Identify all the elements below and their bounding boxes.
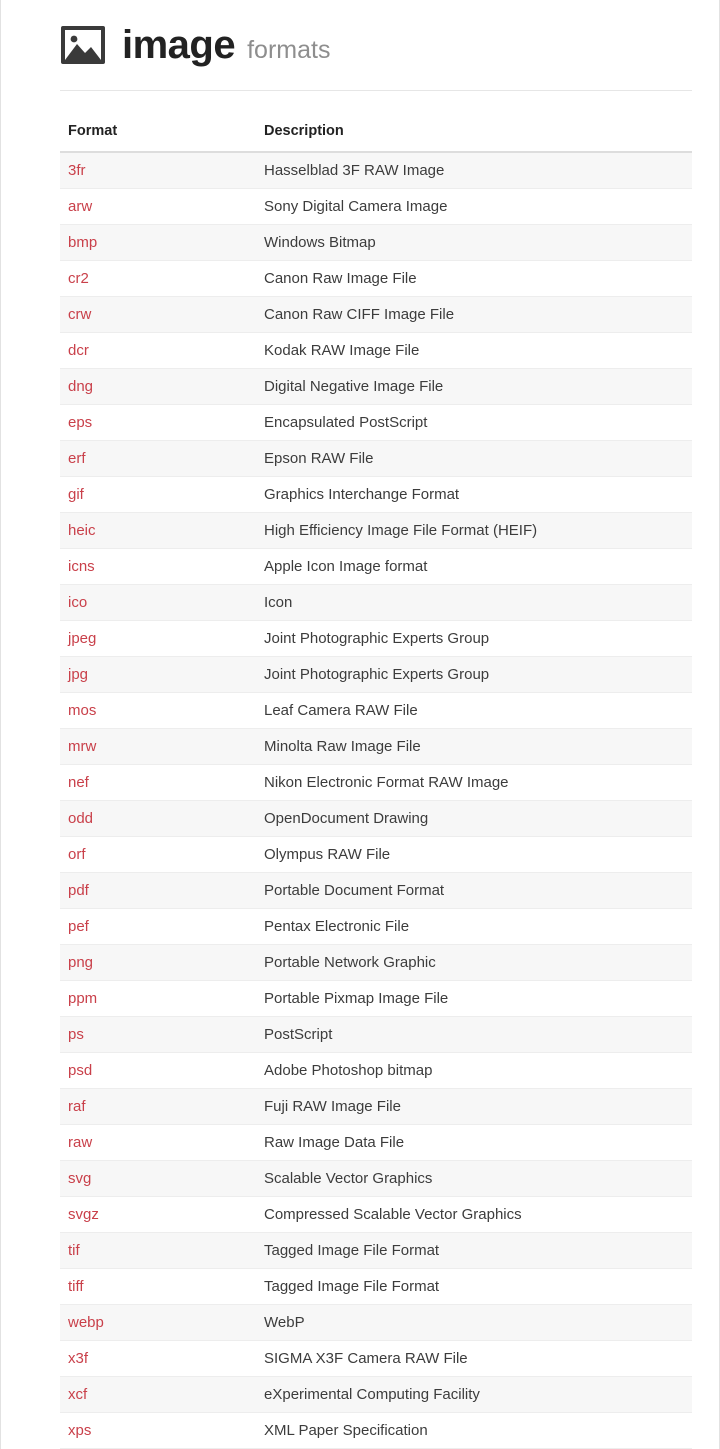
format-cell xyxy=(60,801,256,837)
format-link[interactable]: 3fr xyxy=(68,162,86,179)
format-link[interactable]: png xyxy=(68,954,94,971)
description-cell: Olympus RAW File xyxy=(256,837,692,873)
table-row xyxy=(60,729,692,765)
format-link[interactable]: raf xyxy=(68,1098,86,1115)
table-row xyxy=(60,152,692,189)
format-link[interactable]: xps xyxy=(68,1422,92,1439)
description-cell: Epson RAW File xyxy=(256,441,692,477)
format-link[interactable]: ico xyxy=(68,594,88,611)
page-title-main: image xyxy=(122,23,236,67)
table-row xyxy=(60,549,692,585)
format-link[interactable]: svg xyxy=(68,1170,92,1187)
format-link[interactable]: pdf xyxy=(68,882,89,899)
formats-table-head xyxy=(60,113,692,152)
description-cell: Graphics Interchange Format xyxy=(256,477,692,513)
table-row xyxy=(60,477,692,513)
format-cell xyxy=(60,333,256,369)
description-cell: Compressed Scalable Vector Graphics xyxy=(256,1197,692,1233)
description-cell: Windows Bitmap xyxy=(256,225,692,261)
format-cell xyxy=(60,1341,256,1377)
format-cell xyxy=(60,369,256,405)
format-cell xyxy=(60,909,256,945)
table-row xyxy=(60,225,692,261)
table-row xyxy=(60,1269,692,1305)
table-row xyxy=(60,369,692,405)
description-cell: Encapsulated PostScript xyxy=(256,405,692,441)
format-cell xyxy=(60,549,256,585)
format-link[interactable]: tiff xyxy=(68,1278,84,1295)
format-link[interactable]: mrw xyxy=(68,738,97,755)
description-cell: Scalable Vector Graphics xyxy=(256,1161,692,1197)
format-link[interactable]: nef xyxy=(68,774,89,791)
page-edge-left xyxy=(0,0,1,1449)
format-cell xyxy=(60,765,256,801)
format-link[interactable]: mos xyxy=(68,702,97,719)
table-row xyxy=(60,1341,692,1377)
table-row xyxy=(60,1197,692,1233)
format-cell xyxy=(60,441,256,477)
description-cell: Icon xyxy=(256,585,692,621)
table-row xyxy=(60,513,692,549)
format-link[interactable]: heic xyxy=(68,522,96,539)
table-row xyxy=(60,1233,692,1269)
format-cell xyxy=(60,657,256,693)
format-cell xyxy=(60,513,256,549)
format-cell xyxy=(60,585,256,621)
format-link[interactable]: psd xyxy=(68,1062,93,1079)
column-header-format: Format xyxy=(60,113,256,152)
description-cell: Kodak RAW Image File xyxy=(256,333,692,369)
format-link[interactable]: erf xyxy=(68,450,86,467)
format-cell xyxy=(60,1233,256,1269)
description-cell: Apple Icon Image format xyxy=(256,549,692,585)
format-cell xyxy=(60,945,256,981)
description-cell: Portable Pixmap Image File xyxy=(256,981,692,1017)
description-cell: High Efficiency Image File Format (HEIF) xyxy=(256,513,692,549)
format-link[interactable]: ppm xyxy=(68,990,98,1007)
table-row xyxy=(60,981,692,1017)
description-cell: Hasselblad 3F RAW Image xyxy=(256,152,692,189)
page-title xyxy=(122,25,330,65)
table-row xyxy=(60,441,692,477)
format-link[interactable]: x3f xyxy=(68,1350,89,1367)
format-cell xyxy=(60,405,256,441)
table-row xyxy=(60,837,692,873)
table-row xyxy=(60,1377,692,1413)
description-cell: Leaf Camera RAW File xyxy=(256,693,692,729)
format-link[interactable]: tif xyxy=(68,1242,80,1259)
column-header-description: Description xyxy=(256,113,692,152)
format-link[interactable]: arw xyxy=(68,198,93,215)
description-cell: Joint Photographic Experts Group xyxy=(256,657,692,693)
format-cell xyxy=(60,981,256,1017)
format-cell xyxy=(60,1413,256,1449)
description-cell: Tagged Image File Format xyxy=(256,1269,692,1305)
description-cell: XML Paper Specification xyxy=(256,1413,692,1449)
description-cell: Adobe Photoshop bitmap xyxy=(256,1053,692,1089)
format-link[interactable]: icns xyxy=(68,558,95,575)
table-row xyxy=(60,909,692,945)
table-row xyxy=(60,1017,692,1053)
description-cell: Canon Raw Image File xyxy=(256,261,692,297)
format-cell xyxy=(60,1305,256,1341)
table-row xyxy=(60,585,692,621)
format-cell xyxy=(60,1377,256,1413)
table-row xyxy=(60,621,692,657)
format-cell xyxy=(60,873,256,909)
page-header xyxy=(60,0,692,90)
format-link[interactable]: bmp xyxy=(68,234,98,251)
table-row xyxy=(60,1125,692,1161)
format-link[interactable]: ps xyxy=(68,1026,84,1043)
description-cell: Raw Image Data File xyxy=(256,1125,692,1161)
header-divider xyxy=(60,90,692,91)
format-link[interactable]: xcf xyxy=(68,1386,88,1403)
table-row xyxy=(60,693,692,729)
format-link[interactable]: pef xyxy=(68,918,89,935)
format-link[interactable]: jpeg xyxy=(68,630,97,647)
table-row xyxy=(60,405,692,441)
format-cell xyxy=(60,189,256,225)
format-cell xyxy=(60,1197,256,1233)
format-link[interactable]: dcr xyxy=(68,342,89,359)
table-row xyxy=(60,873,692,909)
description-cell: OpenDocument Drawing xyxy=(256,801,692,837)
table-row xyxy=(60,261,692,297)
table-row xyxy=(60,297,692,333)
format-link[interactable]: jpg xyxy=(68,666,89,683)
format-cell xyxy=(60,477,256,513)
description-cell: PostScript xyxy=(256,1017,692,1053)
page-title-sub: formats xyxy=(247,36,331,64)
table-row xyxy=(60,1053,692,1089)
description-cell: Portable Network Graphic xyxy=(256,945,692,981)
table-row xyxy=(60,333,692,369)
table-row xyxy=(60,1089,692,1125)
format-link[interactable]: eps xyxy=(68,414,93,431)
format-link[interactable]: gif xyxy=(68,486,84,503)
table-row xyxy=(60,1413,692,1449)
description-cell: SIGMA X3F Camera RAW File xyxy=(256,1341,692,1377)
format-link[interactable]: orf xyxy=(68,846,86,863)
description-cell: Digital Negative Image File xyxy=(256,369,692,405)
format-link[interactable]: webp xyxy=(68,1314,104,1331)
description-cell: Portable Document Format xyxy=(256,873,692,909)
description-cell: WebP xyxy=(256,1305,692,1341)
format-cell xyxy=(60,693,256,729)
format-cell xyxy=(60,1125,256,1161)
format-link[interactable]: dng xyxy=(68,378,94,395)
format-cell xyxy=(60,297,256,333)
format-link[interactable]: crw xyxy=(68,306,92,323)
table-row xyxy=(60,765,692,801)
format-cell xyxy=(60,729,256,765)
table-row xyxy=(60,1305,692,1341)
description-cell: Fuji RAW Image File xyxy=(256,1089,692,1125)
table-row xyxy=(60,945,692,981)
description-cell: Canon Raw CIFF Image File xyxy=(256,297,692,333)
format-link[interactable]: svgz xyxy=(68,1206,99,1223)
table-row xyxy=(60,657,692,693)
format-cell xyxy=(60,1053,256,1089)
format-cell xyxy=(60,621,256,657)
format-cell xyxy=(60,152,256,189)
format-cell xyxy=(60,1017,256,1053)
format-cell xyxy=(60,261,256,297)
table-header-row xyxy=(60,113,692,152)
format-cell xyxy=(60,225,256,261)
description-cell: Sony Digital Camera Image xyxy=(256,189,692,225)
format-link[interactable]: raw xyxy=(68,1134,93,1151)
image-icon xyxy=(60,22,106,68)
description-cell: Minolta Raw Image File xyxy=(256,729,692,765)
format-cell xyxy=(60,837,256,873)
description-cell: Nikon Electronic Format RAW Image xyxy=(256,765,692,801)
format-link[interactable]: cr2 xyxy=(68,270,89,287)
description-cell: Pentax Electronic File xyxy=(256,909,692,945)
formats-table xyxy=(60,113,692,1449)
description-cell: Tagged Image File Format xyxy=(256,1233,692,1269)
description-cell: eXperimental Computing Facility xyxy=(256,1377,692,1413)
format-cell xyxy=(60,1269,256,1305)
table-row xyxy=(60,1161,692,1197)
table-row xyxy=(60,189,692,225)
format-cell xyxy=(60,1161,256,1197)
description-cell: Joint Photographic Experts Group xyxy=(256,621,692,657)
format-cell xyxy=(60,1089,256,1125)
formats-table-body xyxy=(60,152,692,1449)
format-link[interactable]: odd xyxy=(68,810,94,827)
table-row xyxy=(60,801,692,837)
